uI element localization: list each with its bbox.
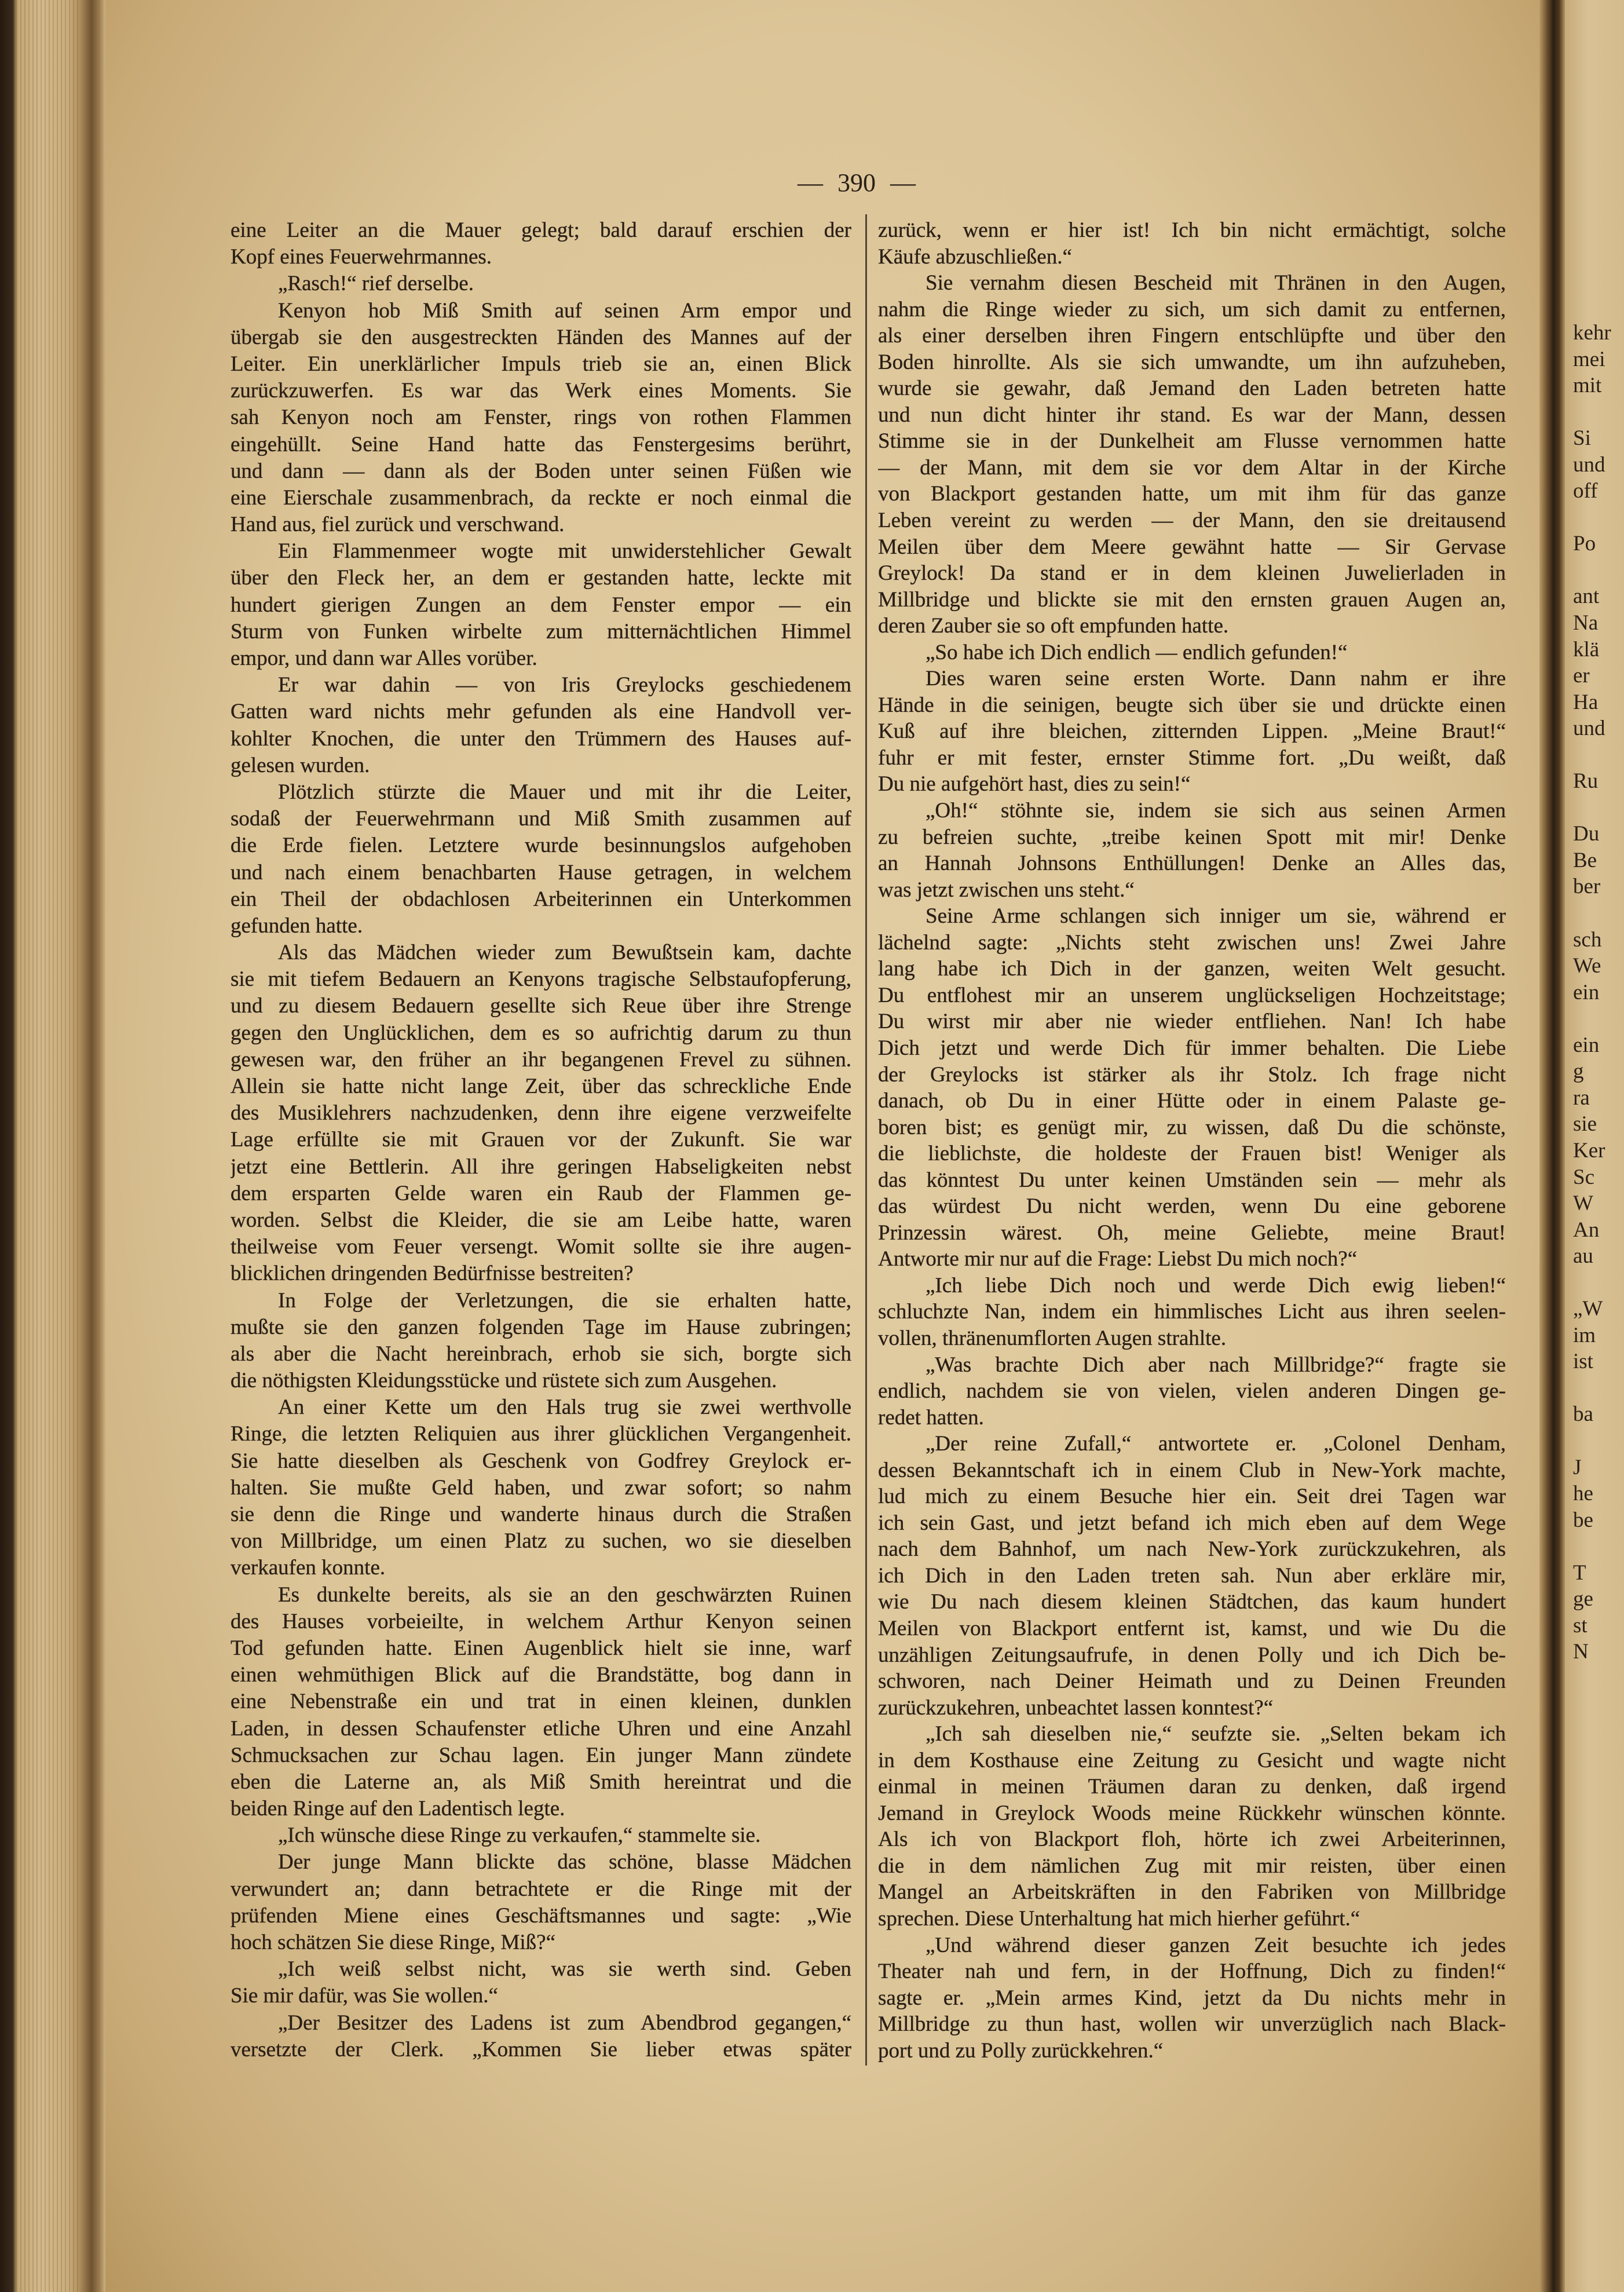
text-line: gegen den Unglücklichen, dem es so aufrichtig darum zu thun (231, 1021, 851, 1045)
next-page-fragment: An (1573, 1218, 1600, 1242)
text-line: zu befreien suchte, „treibe keinen Spott mit mir! Denke (878, 825, 1506, 849)
next-page-fragment (1573, 1533, 1624, 1560)
text-line: wurde sie gewahr, daß Jemand den Laden betreten hatte (878, 376, 1506, 401)
next-page-fragment: mit (1573, 374, 1602, 398)
paragraph (878, 1431, 1506, 1721)
text-line: port und zu Polly zurückkehren.“ (878, 2038, 1164, 2063)
text-line: Lage erfüllte sie mit Grauen vor der Zukunft. Sie war (231, 1128, 851, 1152)
text-line: „So habe ich Dich endlich — endlich gefunden!“ (926, 640, 1348, 664)
text-line: Leben vereint zu werden — der Mann, den sie dreitausend (878, 509, 1506, 533)
text-line: empor, und dann war Alles vorüber. (231, 646, 537, 670)
text-line: endlich, nachdem sie von vielen, vielen anderen Dingen ge- (878, 1379, 1506, 1403)
text-line: sie denn die Ringe und wanderte hinaus durch die Straßen (231, 1503, 851, 1526)
text-line: „Und während dieser ganzen Zeit besuchte ich jedes (926, 1933, 1506, 1957)
next-page-fragment: und (1573, 717, 1605, 741)
text-line: was jetzt zwischen uns steht.“ (878, 878, 1135, 902)
next-page-fragment: he (1573, 1482, 1593, 1506)
text-line: An einer Kette um den Hals trug sie zwei werthvolle (278, 1395, 851, 1420)
paragraph (231, 2010, 851, 2063)
text-line: Meilen über dem Meere gewähnt hatte — Sir Gervase (878, 535, 1506, 559)
paragraph (878, 1721, 1506, 1932)
paragraph (231, 1394, 851, 1581)
next-page-fragment: Du (1573, 822, 1600, 846)
next-page-fragment: ra (1573, 1085, 1590, 1110)
text-line: Hände in die seinigen, beugte sich über sie und drückte einen (878, 693, 1506, 717)
text-line: Du wirst mir aber nie wieder entfliehen. Nan! Ich habe (878, 1010, 1506, 1034)
page-number: — 390 — (798, 169, 916, 197)
text-line: unzähligen Zeitungsaufrufe, in denen Polly und ich Dich be- (878, 1643, 1506, 1667)
text-line: eben die Laterne an, als Miß Smith hereintrat und die (231, 1770, 851, 1794)
text-line: danach, ob Du in einer Hütte oder in einem Palaste ge- (878, 1089, 1506, 1113)
text-line: Stimme sie in der Dunkelheit am Flusse vernommen hatte (878, 429, 1506, 454)
text-line: „Rasch!“ rief derselbe. (278, 272, 474, 296)
paragraph (231, 1849, 851, 1956)
text-line: einen wehmüthigen Blick auf die Brandstätte, bog dann in (231, 1663, 851, 1687)
next-page-text (1573, 320, 1624, 1665)
text-line: Es dunkelte bereits, als sie an den geschwärzten Ruinen (278, 1582, 851, 1607)
text-line: Plötzlich stürzte die Mauer und mit ihr die Leiter, (278, 780, 851, 804)
text-line: dessen Bekanntschaft ich in einem Club in New-York machte, (878, 1458, 1506, 1482)
text-line: wie Du nach diesem kleinen Städtchen, das kaum hundert (878, 1590, 1506, 1614)
text-line: Antworte mir nur auf die Frage: Liebst Du mich noch?“ (878, 1247, 1358, 1271)
book-gutter (1539, 0, 1565, 2292)
next-page-fragment: sch (1573, 927, 1602, 952)
text-line: Der junge Mann blickte das schöne, blasse Mädchen (278, 1850, 851, 1874)
text-line: Sie mir dafür, was Sie wollen.“ (231, 1984, 498, 2008)
next-page-fragment: N (1573, 1640, 1589, 1664)
text-line: Hand aus, fiel zurück und verschwand. (231, 513, 565, 537)
text-line: Sie hatte dieselben als Geschenk von Godfrey Greylock er- (231, 1449, 851, 1473)
paragraph (231, 217, 851, 270)
text-line: Gatten ward nichts mehr gefunden als eine Handvoll ver- (231, 700, 851, 724)
text-line: ich sein Gast, und jetzt befand ich mich eben auf dem Wege (878, 1511, 1506, 1535)
text-line: Als das Mädchen wieder zum Bewußtsein kam, dachte (278, 941, 851, 965)
paragraph (231, 1582, 851, 1823)
text-line: blicklichen dringenden Bedürfnisse bestreiten? (231, 1262, 634, 1286)
text-line: redet hatten. (878, 1405, 984, 1430)
text-line: prüfenden Miene eines Geschäftsmannes und sagte: „Wie (231, 1903, 851, 1928)
text-line: und zu diesem Bedauern gesellte sich Reue über ihre Strenge (231, 994, 851, 1018)
text-line: sagte er. „Mein armes Kind, jetzt da Du nichts mehr in (878, 1986, 1506, 2010)
paragraph (231, 940, 851, 1287)
text-line: deren Zauber sie so oft empfunden hatte. (878, 614, 1229, 638)
text-line: Tod gefunden hatte. Einen Augenblick hielt sie inne, warf (231, 1636, 851, 1660)
text-line: In Folge der Verletzungen, die sie erhalten hatte, (278, 1288, 851, 1313)
text-line: übergab sie den ausgestreckten Händen des Mannes auf der (231, 325, 851, 349)
next-page-fragment: im (1573, 1323, 1596, 1347)
text-line: gewesen war, den früher an ihr begangenen Frevel zu sühnen. (231, 1047, 851, 1072)
text-line: halten. Sie mußte Geld haben, und zwar sofort; so nahm (231, 1475, 851, 1500)
text-line: lang habe ich Dich in der ganzen, weiten Welt gesucht. (878, 957, 1506, 981)
text-line: einmal in meinen Träumen daran zu denken, daß irgend (878, 1775, 1506, 1799)
text-line: als einer derselben ihren Fingern entschlüpfte und über den (878, 324, 1506, 348)
text-line: „Ich liebe Dich noch und werde Dich ewig lieben!“ (926, 1273, 1506, 1297)
text-line: Greylock! Da stand er in dem kleinen Juwelierladen in (878, 561, 1506, 586)
next-page-fragment: ba (1573, 1402, 1593, 1427)
text-column-right (878, 217, 1506, 2064)
text-line: hundert gierigen Zungen an dem Fenster empor — ein (231, 593, 851, 617)
text-line: eine Nebenstraße ein und trat in einen kleinen, dunklen (231, 1690, 851, 1714)
text-line: Ringe, die letzten Reliquien aus ihrer glücklichen Vergangenheit. (231, 1422, 851, 1446)
text-line: Kuß auf ihre bleichen, zitternden Lippen. „Meine Braut!“ (878, 719, 1506, 744)
next-page-fragment: Si (1573, 426, 1591, 451)
text-line: Dies waren seine ersten Worte. Dann nahm er ihre (926, 667, 1506, 691)
text-line: gelesen wurden. (231, 753, 370, 777)
paragraph (231, 779, 851, 940)
next-page-fragment: ber (1573, 875, 1601, 899)
text-line: über den Fleck her, an dem er gestanden hatte, leckte mit (231, 566, 851, 590)
text-line: gefunden hatte. (231, 913, 363, 938)
next-page-fragment (1573, 795, 1624, 821)
paragraph (878, 1352, 1506, 1431)
text-line: Käufe abzuschließen.“ (878, 244, 1072, 269)
next-page-fragment: W (1573, 1191, 1593, 1216)
next-page-fragment: klä (1573, 637, 1600, 661)
next-page-fragment (1573, 1375, 1624, 1402)
next-page-fragment: ein (1573, 980, 1600, 1004)
next-page-fragment: T (1573, 1560, 1586, 1585)
text-line: Seine Arme schlangen sich inniger um sie, während er (926, 904, 1506, 929)
text-line: „Ich weiß selbst nicht, was sie werth sind. Geben (278, 1957, 851, 1982)
next-page-fragment: sie (1573, 1112, 1597, 1136)
text-line: beiden Ringe auf den Ladentisch legte. (231, 1797, 565, 1821)
text-line: von Millbridge, um einen Platz zu suchen, wo sie dieselben (231, 1529, 851, 1553)
next-page-fragment: J (1573, 1455, 1582, 1479)
next-page-fragment (1573, 742, 1624, 769)
text-line: Kopf eines Feuerwehrmannes. (231, 245, 492, 269)
text-line: des Musiklehrers nachzudenken, denn ihre eigene verzweifelte (231, 1101, 851, 1125)
text-line: und nun dicht hinter ihr stand. Es war der Mann, dessen (878, 403, 1506, 427)
text-line: schworen, nach Deiner Heimath und zu Deinen Freunden (878, 1669, 1506, 1694)
paragraph (878, 1273, 1506, 1352)
text-line: das könntest Du unter keinen Umständen sein — mehr als (878, 1168, 1506, 1192)
text-line: die lieblichste, die holdeste der Frauen bist! Weniger als (878, 1142, 1506, 1166)
next-page-fragment: ein (1573, 1033, 1600, 1057)
paragraph (231, 672, 851, 779)
text-line: Sie vernahm diesen Bescheid mit Thränen in den Augen, (926, 271, 1506, 295)
next-page-fragment: Be (1573, 848, 1597, 872)
text-line: Ein Flammenmeer wogte mit unwiderstehlicher Gewalt (278, 539, 851, 564)
text-line: des Hauses vorbeieilte, in welchem Arthur Kenyon seinen (231, 1609, 851, 1633)
next-page-fragment: „W (1573, 1297, 1603, 1321)
text-line: verwundert an; dann betrachtete er die Ringe mit der (231, 1877, 851, 1901)
text-line: die in dem nämlichen Zug mit mir reisten, über einen (878, 1854, 1506, 1878)
next-page-fragment: off (1573, 479, 1598, 503)
paragraph (231, 298, 851, 539)
next-page-fragment: mei (1573, 347, 1605, 371)
text-line: Meilen von Blackport entfernt ist, kamst, und wie Du die (878, 1616, 1506, 1640)
text-line: Allein sie hatte nicht lange Zeit, über das schreckliche Ende (231, 1074, 851, 1098)
text-line: zurückzukehren, unbeachtet lassen konntest?“ (878, 1695, 1274, 1720)
next-page-fragment (1573, 1270, 1624, 1296)
text-line: „Der Besitzer des Ladens ist zum Abendbrod gegangen,“ (278, 2010, 851, 2035)
text-line: dem ersparten Gelde waren ein Raub der Flammen ge- (231, 1181, 851, 1205)
next-page-fragment: be (1573, 1508, 1593, 1532)
next-page-fragment: und (1573, 452, 1605, 477)
text-line: lächelnd sagte: „Nichts steht zwischen uns! Zwei Jahre (878, 930, 1506, 955)
text-line: und nach einem benachbarten Hause getragen, in welchem (231, 860, 851, 884)
paragraph (878, 798, 1506, 903)
text-line: Millbridge und blickte sie mit den ernsten grauen Augen an, (878, 587, 1506, 612)
text-line: sah Kenyon noch am Fenster, rings von rothen Flammen (231, 405, 851, 430)
next-page-fragment: st (1573, 1613, 1588, 1637)
next-page-fragment: au (1573, 1244, 1593, 1269)
text-line: zurück, wenn er hier ist! Ich bin nicht ermächtigt, solche (878, 218, 1506, 242)
text-line: hoch schätzen Sie diese Ringe, Miß?“ (231, 1931, 555, 1954)
paragraph (878, 639, 1506, 666)
text-line: Du entflohest mir an unserem unglückseligen Hochzeitstage; (878, 983, 1506, 1007)
text-line: Kenyon hob Miß Smith auf seinen Arm empor und (278, 298, 851, 323)
text-line: Als ich von Blackport floh, hörte ich zwei Arbeiterinnen, (878, 1827, 1506, 1852)
text-line: versetzte der Clerk. „Kommen Sie lieber etwas später (231, 2037, 851, 2061)
text-line: — der Mann, mit dem sie vor dem Altar in der Kirche (878, 455, 1506, 480)
text-line: in dem Kosthause eine Zeitung zu Gesicht und wagte nicht (878, 1748, 1506, 1772)
text-line: theilweise vom Feuer versengt. Womit sollte sie ihre augen- (231, 1235, 851, 1259)
next-page-fragment: Sc (1573, 1165, 1594, 1189)
paragraph (878, 217, 1506, 270)
next-page-fragment: We (1573, 954, 1601, 978)
text-line: ich Dich in den Laden treten sah. Nun aber erkläre mir, (878, 1563, 1506, 1588)
next-page-fragment: Ker (1573, 1138, 1605, 1163)
text-line: der Greylocks ist stärker als ihr Stolz. Ich frage nicht (878, 1062, 1506, 1087)
text-line: nahm die Ringe wieder zu sich, um sich damit zu entfernen, (878, 297, 1506, 321)
text-line: Du nie aufgehört hast, dies zu sein!“ (878, 772, 1191, 796)
paragraph (231, 1822, 851, 1849)
text-line: jetzt eine Bettlerin. All ihre geringen Habseligkeiten nebst (231, 1154, 851, 1179)
next-page-fragment: Po (1573, 532, 1596, 556)
next-page-edge (1565, 0, 1624, 2292)
next-page-fragment: kehr (1573, 321, 1611, 345)
text-line: und dann — dann als der Boden unter seinen Füßen wie (231, 459, 851, 483)
next-page-fragment (1573, 557, 1624, 584)
text-line: das würdest Du nicht werden, wenn Du eine geborene (878, 1194, 1506, 1219)
text-line: verkaufen konnte. (231, 1556, 386, 1580)
column-divider (865, 214, 867, 2066)
next-page-fragment: Na (1573, 611, 1599, 635)
text-line: eine Leiter an die Mauer gelegt; bald darauf erschien der (231, 218, 851, 242)
next-page-fragment (1573, 505, 1624, 531)
next-page-fragment: ant (1573, 584, 1600, 609)
text-line: die Erde fielen. Letztere wurde besinnungslos aufgehoben (231, 834, 851, 858)
text-line: sie mit tiefem Bedauern an Kenyons tragische Selbstaufopferung, (231, 967, 851, 992)
paragraph (878, 903, 1506, 1273)
text-line: von Blackport gestanden hatte, um mit ihm für das ganze (878, 482, 1506, 506)
text-line: „Oh!“ stöhnte sie, indem sie sich aus seinen Armen (926, 799, 1506, 823)
text-line: vollen, thränenumflorten Augen strahlte. (878, 1326, 1227, 1350)
text-line: „Der reine Zufall,“ antwortete er. „Colonel Denham, (926, 1432, 1506, 1456)
text-line: mußte sie den ganzen folgenden Tage im Hause zubringen; (231, 1315, 851, 1339)
text-line: „Ich sah dieselben nie,“ seufzte sie. „Selten bekam ich (926, 1722, 1506, 1746)
text-line: eingehüllt. Seine Hand hatte das Fenstergesims berührt, (231, 432, 851, 456)
paragraph (231, 270, 851, 297)
text-line: Sturm von Funken wirbelte zum mitternächtlichen Himmel (231, 619, 851, 644)
next-page-fragment (1573, 1428, 1624, 1454)
text-line: sodaß der Feuerwehrmann und Miß Smith zusammen auf (231, 807, 851, 831)
text-line: Leiter. Ein unerklärlicher Impuls trieb sie an, einen Blick (231, 352, 851, 376)
text-line: „Ich wünsche diese Ringe zu verkaufen,“ stammelte sie. (278, 1823, 761, 1848)
next-page-fragment: ist (1573, 1350, 1593, 1374)
text-line: schluchzte Nan, indem ein himmlisches Licht aus ihren seelen- (878, 1300, 1506, 1324)
paragraph (231, 1956, 851, 2009)
next-page-fragment: er (1573, 664, 1590, 688)
text-line: Er war dahin — von Iris Greylocks geschiedenem (278, 673, 851, 697)
text-line: Schmucksachen zur Schau lagen. Ein junger Mann zündete (231, 1743, 851, 1767)
paragraph (231, 1288, 851, 1395)
next-page-fragment: Ru (1573, 769, 1599, 794)
paragraph (878, 270, 1506, 639)
paragraph (231, 538, 851, 672)
text-line: zurückzuwerfen. Es war das Werk eines Moments. Sie (231, 379, 851, 403)
book-page-edges (0, 0, 105, 2292)
text-line: Theater nah und fern, in der Hoffnung, Dich zu finden!“ (878, 1960, 1506, 1984)
text-line: Mangel an Arbeitskräften in den Fabriken von Millbridge (878, 1880, 1506, 1904)
text-line: Millbridge zu thun hast, wollen wir unverzüglich nach Black- (878, 2012, 1506, 2037)
text-line: kohlter Knochen, die unter den Trümmern des Hauses auf- (231, 726, 851, 751)
text-line: als aber die Nacht hereinbrach, erhob sie sich, borgte sich (231, 1341, 851, 1366)
text-line: Boden hinrollte. Als sie sich umwandte, um ihn aufzuheben, (878, 350, 1506, 374)
text-line: ein Theil der obdachlosen Arbeiterinnen ein Unterkommen (231, 887, 851, 911)
paragraph (878, 666, 1506, 798)
text-line: fuhr er mit fester, ernster Stimme fort. „Du weißt, daß (878, 745, 1506, 770)
text-line: boren bist; es genügt mir, zu wissen, daß Du die schönste, (878, 1115, 1506, 1139)
text-line: Laden, in dessen Schaufenster etliche Uhren und eine Anzahl (231, 1716, 851, 1741)
text-line: worden. Selbst die Kleider, die sie am Leibe hatte, waren (231, 1208, 851, 1232)
next-page-fragment: Ha (1573, 690, 1599, 714)
next-page-fragment: ge (1573, 1587, 1593, 1611)
text-line: Dich jetzt und werde Dich für immer behalten. Die Liebe (878, 1036, 1506, 1060)
text-line: die nöthigsten Kleidungsstücke und rüstete sich zum Ausgehen. (231, 1369, 777, 1393)
text-line: Prinzessin wärest. Oh, meine Geliebte, meine Braut! (878, 1220, 1506, 1245)
next-page-fragment (1573, 1006, 1624, 1032)
paragraph (878, 1932, 1506, 2064)
next-page-fragment (1573, 399, 1624, 426)
text-line: an Hannah Johnsons Enthüllungen! Denke an Alles das, (878, 851, 1506, 876)
next-page-fragment (1573, 900, 1624, 927)
text-line: Jemand in Greylock Woods meine Rückkehr wünschen könnte. (878, 1801, 1506, 1825)
text-column-left (231, 217, 851, 2063)
text-line: lud mich zu einem Besuche hier ein. Seit drei Tagen war (878, 1485, 1506, 1509)
text-line: sprechen. Diese Unterhaltung hat mich hierher geführt.“ (878, 1907, 1360, 1931)
next-page-fragment: g (1573, 1059, 1584, 1084)
text-line: „Was brachte Dich aber nach Millbridge?“ fragte sie (926, 1352, 1506, 1377)
text-line: nach dem Bahnhof, um nach New-York zurückzukehren, als (878, 1537, 1506, 1562)
text-line: eine Eierschale zusammenbrach, da reckte er noch einmal die (231, 485, 851, 510)
